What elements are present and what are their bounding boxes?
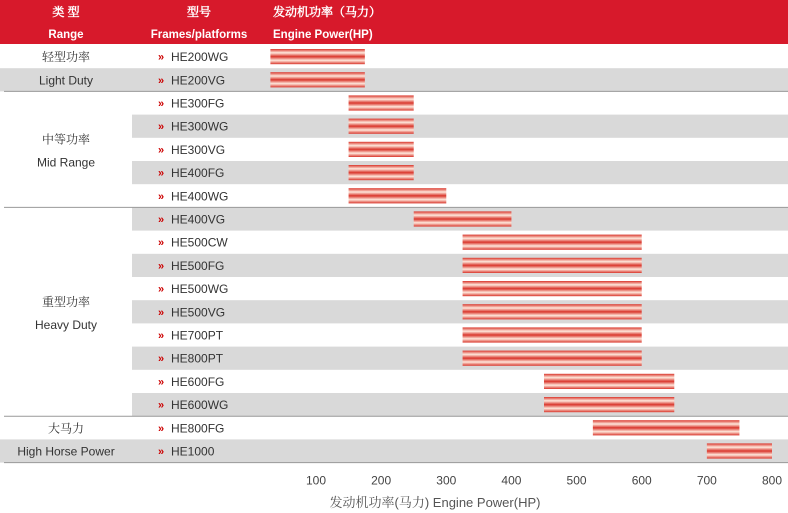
power-range-bar <box>349 119 414 134</box>
row-chevron-icon: » <box>158 74 165 87</box>
model-label: HE800PT <box>171 351 224 366</box>
row-chevron-icon: » <box>158 446 165 458</box>
x-tick-label: 600 <box>631 473 652 488</box>
group-label-cn: 中等功率 <box>41 132 91 147</box>
range-header-en: Range <box>48 29 84 41</box>
power-range-bar <box>270 49 364 64</box>
group-label-en: High Horse Power <box>17 444 115 459</box>
power-range-bar <box>270 72 364 87</box>
x-tick-label: 700 <box>696 473 717 488</box>
power-range-bar <box>463 258 642 273</box>
model-label: HE800FG <box>171 421 225 436</box>
row-chevron-icon: » <box>158 237 165 250</box>
power-range-bar <box>463 304 642 319</box>
row-chevron-icon: » <box>158 422 165 435</box>
power-range-bar <box>349 95 414 110</box>
row-chevron-icon: » <box>158 353 165 366</box>
x-tick-label: 500 <box>566 473 587 488</box>
model-label: HE400VG <box>171 212 226 227</box>
power-range-bar <box>707 443 772 458</box>
row-chevron-icon: » <box>158 144 165 157</box>
x-axis-title: 发动机功率(马力) Engine Power(HP) <box>329 495 541 510</box>
row-chevron-icon: » <box>158 214 165 226</box>
model-label: HE200VG <box>171 73 226 88</box>
power-range-bar <box>544 374 674 389</box>
power-range-bar <box>414 211 512 226</box>
model-label: HE300FG <box>171 96 225 111</box>
row-shade <box>132 347 788 370</box>
row-chevron-icon: » <box>158 330 165 342</box>
table-header <box>0 0 788 44</box>
row-shade <box>132 161 788 184</box>
model-label: HE400WG <box>171 189 229 204</box>
row-shade <box>132 68 788 91</box>
row-shade <box>132 254 788 277</box>
power-range-bar <box>463 235 642 250</box>
power-range-bar <box>544 397 674 412</box>
x-tick-label: 200 <box>371 473 392 488</box>
frames-header-en: Frames/platforms <box>150 29 248 41</box>
row-chevron-icon: » <box>158 98 165 110</box>
group-label-cn: 大马力 <box>47 421 85 436</box>
x-tick-label: 100 <box>305 473 327 488</box>
group-label-en: Heavy Duty <box>34 317 98 332</box>
row-chevron-icon: » <box>158 399 165 412</box>
model-label: HE600WG <box>171 398 229 413</box>
model-label: HE200WG <box>171 50 229 65</box>
model-label: HE600FG <box>171 374 225 389</box>
row-chevron-icon: » <box>158 376 165 389</box>
x-tick-label: 800 <box>761 473 783 488</box>
row-chevron-icon: » <box>158 283 165 296</box>
power-range-bar <box>463 351 642 366</box>
x-tick-label: 300 <box>436 473 457 488</box>
model-label: HE500CW <box>171 235 228 250</box>
row-chevron-icon: » <box>158 306 165 319</box>
model-label: HE500FG <box>171 258 225 273</box>
power-range-bar <box>593 420 740 435</box>
row-shade <box>132 300 788 323</box>
group-label-cn: 重型功率 <box>41 294 91 309</box>
power-header-en: Engine Power(HP) <box>273 29 373 41</box>
x-tick-label: 400 <box>501 473 522 488</box>
power-range-bar <box>463 281 642 296</box>
group-label-en: Light Duty <box>38 73 94 88</box>
power-range-bar <box>349 188 447 203</box>
row-shade <box>132 439 788 462</box>
range-header-cn: 类 型 <box>52 5 80 19</box>
row-chevron-icon: » <box>158 121 165 134</box>
model-label: HE500VG <box>171 305 226 320</box>
row-chevron-icon: » <box>158 190 165 203</box>
row-shade <box>132 115 788 138</box>
model-label: HE1000 <box>171 444 215 459</box>
row-chevron-icon: » <box>158 51 165 64</box>
power-header-cn: 发动机功率（马力） <box>273 5 382 19</box>
model-label: HE500WG <box>171 282 229 297</box>
model-label: HE400FG <box>171 166 225 181</box>
row-chevron-icon: » <box>158 167 165 180</box>
power-range-bar <box>349 142 414 157</box>
model-label: HE700PT <box>171 328 224 343</box>
row-chevron-icon: » <box>158 260 165 273</box>
model-label: HE300WG <box>171 119 229 134</box>
group-label-en: Mid Range <box>36 155 96 170</box>
power-range-bar <box>463 327 642 342</box>
frames-header-cn: 型号 <box>186 5 212 19</box>
group-label-cn: 轻型功率 <box>41 50 91 65</box>
power-range-bar <box>349 165 414 180</box>
row-shade <box>132 393 788 416</box>
model-label: HE300VG <box>171 142 226 157</box>
